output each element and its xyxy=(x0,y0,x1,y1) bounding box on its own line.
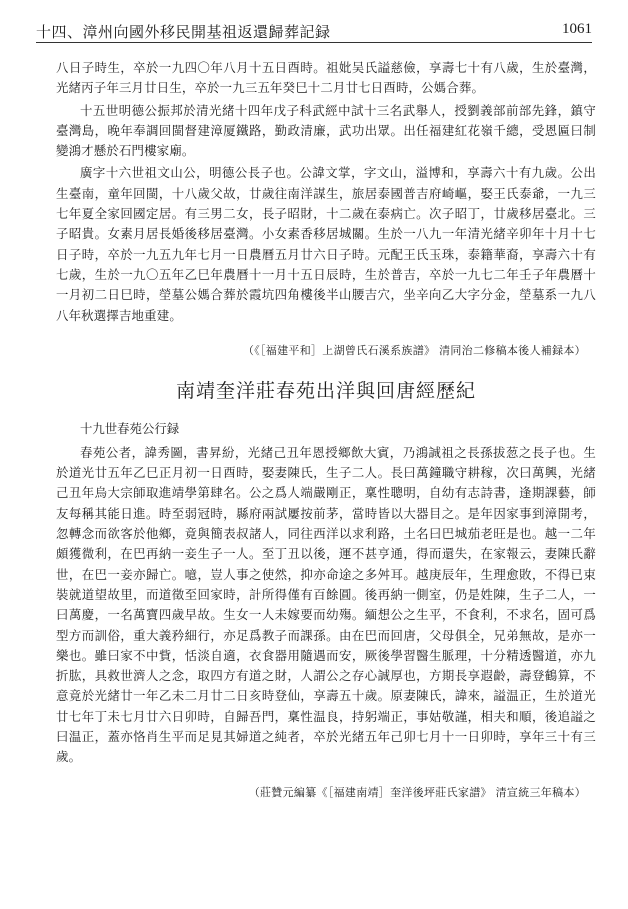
page-body xyxy=(56,58,596,903)
paragraph: 十五世明德公振邦於清光緒十四年戊子科武經中試十三名武舉人，授劉義部前部先鋒，鎮守臺灣島，晚年奉調回閩督建漳厦鐵路，勤政清廉，武功出眾。出任福建紅花嶺千總，受恩匾曰制變鴻才懸於石門樓家廟。 xyxy=(56,102,596,159)
source-citation: （《［福建平和］上湖曾氏石溪系族譜》 清同治二修稿本後人補録本） xyxy=(242,343,586,357)
section-subtitle: 十九世春苑公行録 xyxy=(80,420,180,436)
section-title: 南靖奎洋莊春苑出洋與回唐經歷紀 xyxy=(175,379,476,402)
page-number: 1061 xyxy=(562,21,592,37)
source-citation: （莊贊元編纂《［福建南靖］奎洋後坪莊氏家譜》 清宣統三年稿本） xyxy=(248,785,586,799)
paragraph: 八日子時生，卒於一九四〇年八月十五日酉時。祖妣吴氏謚慈儉，享壽七十有八歲，生於臺灣，光緒丙子年三月廿日生，卒於一九三五年癸巳十二月廿七日酉時，公媽合葬。 xyxy=(56,60,596,96)
chapter-title: 十四、漳州向國外移民開基祖返還歸葬記録 xyxy=(36,23,331,41)
paragraph: 廣字十六世祖文山公，明德公長子也。公諱文掌，字文山，溢博和，享壽六十有九歲。公出生臺南，童年回閩，十八歲父故，廿歲往南洋謀生，旅居泰國普吉府崎嶇，娶王氏泰爺，一九三七年夏全家回國定居。有三男二女，長子昭財，十二歲在泰病亡。次子昭丁，廿歲移居臺北。三子昭貴。女素月居長婚後移居臺灣。小女素香移居城關。生於一八九一年清光緒辛卯年十月十七日子時，卒於一九五九年七月一日農曆五月廿六日子時。元配王氏玉珠，泰籍華裔，享壽六十有七歲，生於一九〇五年乙巳年農曆十一月十五日辰時，生於普吉，卒於一九七二年壬子年農曆十一月初二日巳時，塋墓公媽合葬於霞坑四角樓後半山腰吉穴，坐辛向乙大字分金，塋墓系一九八八年秋選擇吉地重建。 xyxy=(56,165,596,323)
running-header xyxy=(36,20,592,43)
paragraph: 春苑公者，諱秀圖，書昇紛，光緒己丑年恩授鄉飲大賓，乃鴻誠祖之長孫拔䓤之長子也。生於道光廿五年乙巳正月初一日酉時，娶妻陳氏，生子二人。長曰萬鐘職守耕稼，次曰萬興，光緒己丑年烏大宗師取進靖學第肆名。公之爲人端嚴剛正，稟性聰明，自幼有志詩書，逢期課藝，師友每稱其能日進。時至弱冠時，縣府兩試屢按前茅，當時皆以大器目之。是年因家事到漳開考，忽轉念而欲客於他鄉，竟與簡表叔諸人，同往西洋以求利路，土名曰巴城茄老旺是也。越一二年頗獲微利，在巴再納一妾生子一人。至丁丑以後，運不甚亨通，得而還失，在家報云，妻陳氏辭世，在巴一妾亦歸亡。噫，豈人事之使然，抑亦命途之多舛耳。越庚辰年，生理愈敗，不得已束裝就道望故里，而道徵至回家時，計所得僅有百餘圓。後再納一側室，仍是姓陳，生子二人，一曰萬慶，一名萬寶四歲早故。生女一人未嫁要而幼殤。緬想公之生平，不食利，不求名，固可爲型方而訓俗，重大義矜細行，亦足爲教子而課孫。由在巴而回唐，父母俱全，兄弟無故，是亦一樂也。雖曰家不中貲，恬淡自適，衣食器用隨遇而安，厥後學習醫生脈理，十分精透醫道，亦九折肱，具救世濟人之念，取四方有道之財，人謂公之存心誠厚也，方期長享遐齡，壽登鶴算，不意竟於光緒廿一年乙未二月廿二日亥時登仙，享壽五十歲。原妻陳氏，諱來，謚温正，生於道光廿七年丁未七月廿六日卯時，自歸吾門，稟性温良，持躬端正，事姑敬謹，相夫和順，後追謚之曰温正，蓋亦恪肖生平而足見其婦道之純者，卒於光緒五年己卯七月十一日卯時，享年三十有三歲。 xyxy=(56,444,596,765)
